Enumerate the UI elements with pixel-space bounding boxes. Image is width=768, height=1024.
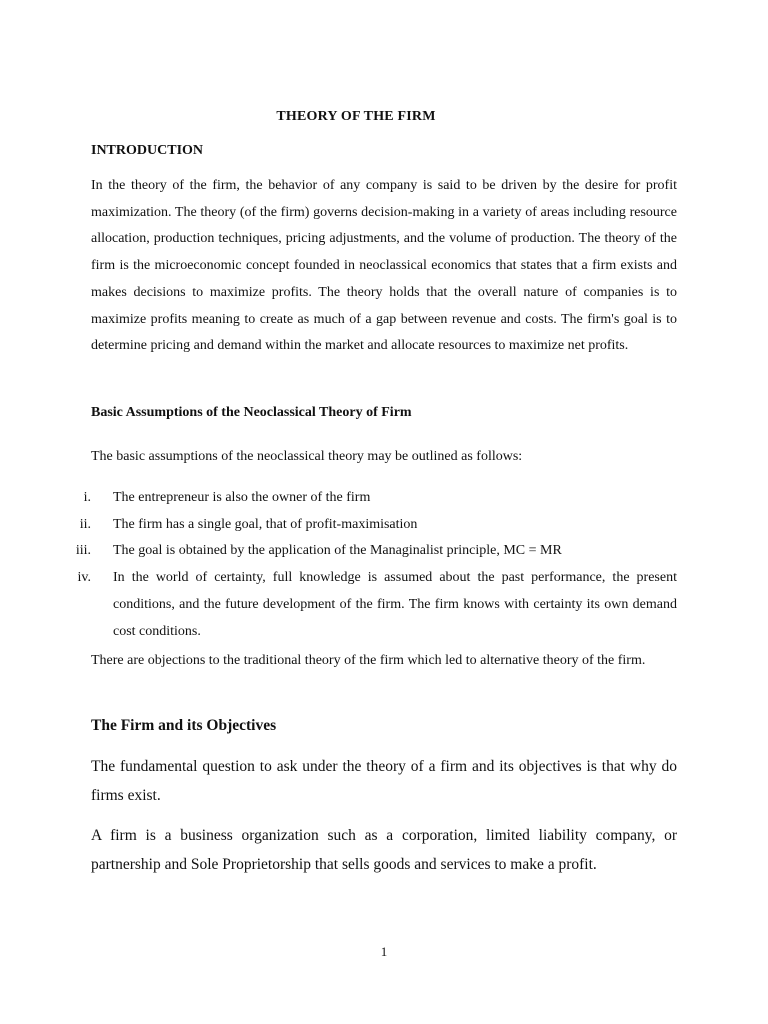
- page-number: 1: [380, 944, 388, 959]
- document-title: THEORY OF THE FIRM: [276, 109, 436, 124]
- list-item-text: The firm has a single goal, that of profit-maximisation: [113, 516, 418, 532]
- list-item-number: ii.: [79, 516, 91, 532]
- introduction-heading: INTRODUCTION: [91, 143, 204, 158]
- list-item-number: i.: [83, 490, 91, 505]
- list-item-text: In the world of certainty, full knowledge is assumed about the past performance, the present conditions, and the future development of the firm. The firm knows with certainty its own demand cost conditions.: [113, 570, 677, 639]
- list-item: [0, 485, 677, 512]
- introduction-paragraph: In the theory of the firm, the behavior of any company is said to be driven by the desire for profit maximization. The theory (of the firm) governs decision-making in a variety of areas including resource allocation, production techniques, pricing adjustments, and the volume of production. The theory of the firm is the microeconomic concept founded in neoclassical economics that states that a firm exists and makes decisions to maximize profits. The theory holds that the overall nature of companies is to maximize profits meaning to create as much of a gap between revenue and costs. The firm's goal is to determine pricing and demand within the market and allocate resources to maximize net profits.: [91, 178, 677, 354]
- list-item-text: The entrepreneur is also the owner of the firm: [113, 490, 371, 505]
- firm-objectives-heading: The Firm and its Objectives: [91, 717, 277, 734]
- assumptions-list: [0, 485, 677, 645]
- list-item-number: iv.: [77, 570, 91, 586]
- basic-assumptions-intro: The basic assumptions of the neoclassical theory may be outlined as follows:: [91, 449, 523, 464]
- firm-objectives-paragraph-2: A firm is a business organization such as a corporation, limited liability company, or partnership and Sole Proprietorship that sells goods and services to make a profit.: [91, 827, 677, 873]
- firm-objectives-paragraph-1: The fundamental question to ask under the theory of a firm and its objectives is that why do firms exist.: [91, 758, 677, 804]
- list-item-text: The goal is obtained by the application of the Managinalist principle, MC = MR: [113, 543, 562, 559]
- list-item-number: iii.: [75, 543, 91, 559]
- list-item: [0, 565, 677, 645]
- basic-assumptions-heading: Basic Assumptions of the Neoclassical Theory of Firm: [91, 405, 412, 420]
- objections-paragraph: There are objections to the traditional theory of the firm which led to alternative theory of the firm.: [91, 653, 646, 668]
- list-item: [0, 512, 677, 539]
- list-item: [0, 538, 677, 565]
